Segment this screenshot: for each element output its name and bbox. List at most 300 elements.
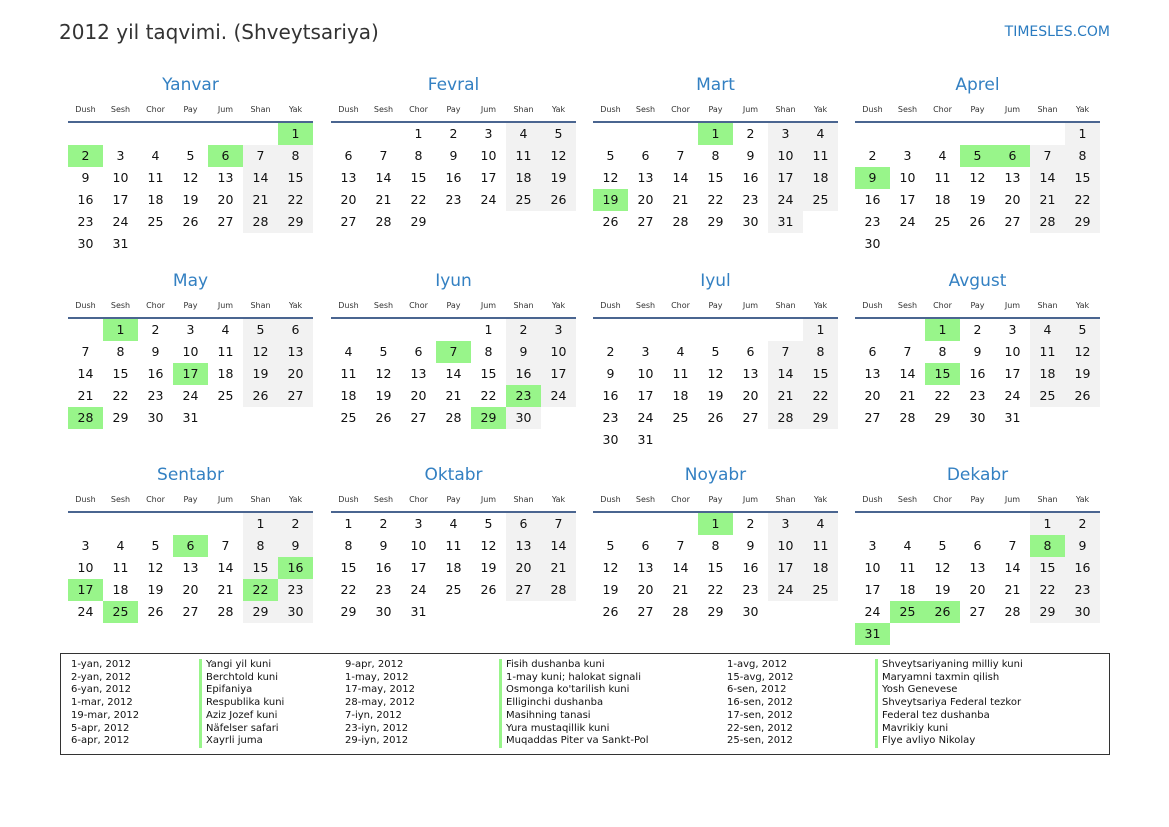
holiday-day-cell: 1 <box>103 319 138 341</box>
holiday-day-cell: 19 <box>593 189 628 211</box>
weekday-header <box>855 99 1100 123</box>
weekday-label: Shan <box>513 301 534 310</box>
weekday-label: Jum <box>480 105 497 114</box>
day-cell: 20 <box>742 388 759 403</box>
empty-cell <box>366 123 401 145</box>
day-cell: 31 <box>182 410 199 425</box>
holiday-day-cell: 23 <box>506 385 541 407</box>
day-cell: 7 <box>1008 538 1017 553</box>
day-cell: 20 <box>1004 192 1021 207</box>
weekday-label: Jum <box>480 495 497 504</box>
empty-cell <box>243 407 278 429</box>
day-cell: 13 <box>1004 170 1021 185</box>
day-cell: 14 <box>217 560 234 575</box>
weekday-label: Chor <box>409 495 428 504</box>
month-may <box>68 268 313 429</box>
month-aprel <box>855 72 1100 255</box>
month-dekabr <box>855 462 1100 645</box>
holiday-legend <box>60 653 1110 755</box>
weekday-header <box>331 489 576 513</box>
day-cell: 15 <box>480 366 497 381</box>
day-cell: 21 <box>1030 189 1065 211</box>
day-cell: 5 <box>711 344 720 359</box>
day-cell: 26 <box>707 410 724 425</box>
weekday-label: Dush <box>75 495 96 504</box>
day-cell: 5 <box>243 319 278 341</box>
holiday-day-cell: 22 <box>243 579 278 601</box>
holiday-name: Yosh Genevese <box>875 684 1023 697</box>
day-cell: 2 <box>868 148 877 163</box>
day-cell: 26 <box>375 410 392 425</box>
day-cell: 25 <box>803 579 838 601</box>
day-cell: 27 <box>864 410 881 425</box>
day-cell: 21 <box>375 192 392 207</box>
day-cell: 17 <box>541 363 576 385</box>
legend-names <box>499 659 649 748</box>
day-cell: 11 <box>112 560 129 575</box>
day-cell: 24 <box>77 604 94 619</box>
day-cell: 6 <box>868 344 877 359</box>
holiday-name: Näfelser safari <box>199 723 284 736</box>
day-cell: 14 <box>768 363 803 385</box>
day-cell: 2 <box>746 126 755 141</box>
day-cell: 12 <box>375 366 392 381</box>
day-cell: 15 <box>707 560 724 575</box>
day-cell: 15 <box>410 170 427 185</box>
holiday-name: Shveytsariya Federal tezkor <box>875 697 1023 710</box>
day-cell: 15 <box>707 170 724 185</box>
day-cell: 18 <box>899 582 916 597</box>
day-cell: 11 <box>506 145 541 167</box>
holiday-name: Xayrli juma <box>199 735 284 748</box>
weekday-label: Shan <box>513 105 534 114</box>
day-cell: 3 <box>414 516 423 531</box>
day-cell: 9 <box>81 170 90 185</box>
day-cell: 29 <box>410 214 427 229</box>
day-cell: 28 <box>1030 211 1065 233</box>
day-cell: 12 <box>602 170 619 185</box>
brand-link[interactable]: TIMESLES.COM <box>1004 24 1110 40</box>
day-cell: 9 <box>151 344 160 359</box>
empty-cell <box>593 123 628 145</box>
weekday-label: Yak <box>551 301 566 310</box>
weekday-label: Yak <box>813 105 828 114</box>
day-cell: 28 <box>768 407 803 429</box>
day-cell: 28 <box>899 410 916 425</box>
weekday-label: Pay <box>183 301 198 310</box>
holiday-date: 22-sen, 2012 <box>727 722 793 734</box>
day-cell: 14 <box>375 170 392 185</box>
day-cell: 20 <box>340 192 357 207</box>
empty-cell <box>401 319 436 341</box>
weekday-label: Jum <box>742 105 759 114</box>
day-cell: 28 <box>541 579 576 601</box>
empty-cell <box>541 211 576 233</box>
day-cell: 9 <box>973 344 982 359</box>
month-name: Aprel <box>955 75 1000 95</box>
day-cell: 13 <box>278 341 313 363</box>
weekday-label: Jum <box>1004 105 1021 114</box>
month-iyul <box>593 268 838 451</box>
day-cell: 8 <box>484 344 493 359</box>
empty-cell <box>995 233 1030 255</box>
day-cell: 15 <box>1065 167 1100 189</box>
day-cell: 6 <box>414 344 423 359</box>
weekday-label: Chor <box>146 105 165 114</box>
day-grid <box>68 513 313 623</box>
day-cell: 9 <box>606 366 615 381</box>
holiday-name: Flye avliyo Nikolay <box>875 735 1023 748</box>
day-cell: 8 <box>803 341 838 363</box>
day-cell: 8 <box>938 344 947 359</box>
holiday-day-cell: 17 <box>68 579 103 601</box>
day-cell: 17 <box>637 388 654 403</box>
weekday-label: Yak <box>1075 105 1090 114</box>
day-cell: 29 <box>707 604 724 619</box>
holiday-day-cell: 7 <box>436 341 471 363</box>
day-cell: 22 <box>1065 189 1100 211</box>
holiday-day-cell: 26 <box>925 601 960 623</box>
weekday-label: Dush <box>338 105 359 114</box>
weekday-label: Dush <box>338 495 359 504</box>
day-cell: 12 <box>243 341 278 363</box>
weekday-header <box>593 489 838 513</box>
day-cell: 27 <box>182 604 199 619</box>
weekday-label: Dush <box>600 495 621 504</box>
day-cell: 10 <box>182 344 199 359</box>
day-cell: 2 <box>973 322 982 337</box>
month-name: May <box>172 271 209 291</box>
day-cell: 3 <box>186 322 195 337</box>
day-cell: 29 <box>278 211 313 233</box>
weekday-label: Sesh <box>373 495 394 504</box>
day-cell: 27 <box>969 604 986 619</box>
day-cell: 26 <box>602 604 619 619</box>
day-cell: 17 <box>768 557 803 579</box>
empty-cell <box>663 123 698 145</box>
month-name: Oktabr <box>424 465 483 485</box>
holiday-name: Federal tez dushanba <box>875 710 1023 723</box>
day-cell: 20 <box>506 557 541 579</box>
weekday-label: Dush <box>862 301 883 310</box>
day-cell: 4 <box>903 538 912 553</box>
weekday-header <box>593 99 838 123</box>
weekday-label: Dush <box>338 301 359 310</box>
empty-cell <box>1030 233 1065 255</box>
day-cell: 16 <box>602 388 619 403</box>
weekday-label: Dush <box>75 105 96 114</box>
empty-cell <box>1065 407 1100 429</box>
day-cell: 5 <box>1065 319 1100 341</box>
day-cell: 29 <box>707 214 724 229</box>
day-cell: 26 <box>602 214 619 229</box>
empty-cell <box>663 513 698 535</box>
weekday-label: Yak <box>1075 301 1090 310</box>
day-cell: 3 <box>1008 322 1017 337</box>
weekday-label: Chor <box>146 495 165 504</box>
day-cell: 18 <box>934 192 951 207</box>
day-cell: 27 <box>637 214 654 229</box>
day-cell: 27 <box>340 214 357 229</box>
weekday-label: Sesh <box>897 105 918 114</box>
holiday-name: Epifaniya <box>199 684 284 697</box>
day-cell: 1 <box>344 516 353 531</box>
day-cell: 11 <box>934 170 951 185</box>
empty-cell <box>506 211 541 233</box>
day-cell: 25 <box>445 582 462 597</box>
day-cell: 15 <box>112 366 129 381</box>
weekday-label: Shan <box>1037 495 1058 504</box>
day-cell: 6 <box>344 148 353 163</box>
day-cell: 25 <box>1030 385 1065 407</box>
day-cell: 14 <box>445 366 462 381</box>
day-cell: 30 <box>147 410 164 425</box>
day-cell: 3 <box>868 538 877 553</box>
day-cell: 9 <box>506 341 541 363</box>
month-name: Iyun <box>435 271 472 291</box>
day-cell: 11 <box>445 538 462 553</box>
holiday-day-cell: 1 <box>925 319 960 341</box>
day-cell: 24 <box>1004 388 1021 403</box>
holiday-name: Respublika kuni <box>199 697 284 710</box>
day-cell: 29 <box>1065 211 1100 233</box>
day-cell: 9 <box>449 148 458 163</box>
day-cell: 25 <box>934 214 951 229</box>
day-cell: 19 <box>1065 363 1100 385</box>
day-cell: 4 <box>803 513 838 535</box>
weekday-label: Sesh <box>110 301 131 310</box>
day-cell: 23 <box>77 214 94 229</box>
day-grid <box>593 123 838 233</box>
day-cell: 24 <box>410 582 427 597</box>
day-cell: 29 <box>1030 601 1065 623</box>
empty-cell <box>768 601 803 623</box>
day-cell: 23 <box>602 410 619 425</box>
day-cell: 18 <box>147 192 164 207</box>
day-cell: 31 <box>637 432 654 447</box>
weekday-label: Shan <box>1037 301 1058 310</box>
holiday-day-cell: 8 <box>1030 535 1065 557</box>
weekday-label: Pay <box>708 495 723 504</box>
day-cell: 7 <box>541 513 576 535</box>
day-cell: 16 <box>506 363 541 385</box>
day-cell: 20 <box>864 388 881 403</box>
legend-names <box>875 659 1023 748</box>
day-grid <box>68 123 313 255</box>
day-cell: 21 <box>672 192 689 207</box>
day-cell: 8 <box>711 148 720 163</box>
day-cell: 18 <box>672 388 689 403</box>
holiday-day-cell: 29 <box>471 407 506 429</box>
day-cell: 24 <box>864 604 881 619</box>
day-cell: 2 <box>746 516 755 531</box>
empty-cell <box>698 319 733 341</box>
day-cell: 14 <box>672 560 689 575</box>
day-cell: 27 <box>637 604 654 619</box>
day-cell: 10 <box>864 560 881 575</box>
empty-cell <box>208 233 243 255</box>
day-cell: 31 <box>112 236 129 251</box>
day-cell: 20 <box>637 192 654 207</box>
empty-cell <box>541 407 576 429</box>
day-cell: 30 <box>506 407 541 429</box>
day-cell: 19 <box>969 192 986 207</box>
month-name: Avgust <box>948 271 1007 291</box>
day-cell: 19 <box>375 388 392 403</box>
empty-cell <box>243 233 278 255</box>
empty-cell <box>733 429 768 451</box>
holiday-day-cell: 1 <box>698 123 733 145</box>
day-cell: 6 <box>278 319 313 341</box>
empty-cell <box>1065 623 1100 645</box>
month-name: Iyul <box>700 271 731 291</box>
day-cell: 25 <box>340 410 357 425</box>
day-cell: 24 <box>768 579 803 601</box>
legend-dates <box>727 659 794 748</box>
empty-cell <box>960 513 995 535</box>
day-cell: 13 <box>506 535 541 557</box>
day-cell: 27 <box>410 410 427 425</box>
day-cell: 13 <box>410 366 427 381</box>
day-cell: 29 <box>934 410 951 425</box>
holiday-day-cell: 6 <box>995 145 1030 167</box>
day-cell: 21 <box>899 388 916 403</box>
empty-cell <box>436 211 471 233</box>
day-cell: 30 <box>742 214 759 229</box>
day-cell: 23 <box>278 579 313 601</box>
day-cell: 5 <box>541 123 576 145</box>
empty-cell <box>593 319 628 341</box>
empty-cell <box>436 601 471 623</box>
day-cell: 4 <box>344 344 353 359</box>
empty-cell <box>436 319 471 341</box>
weekday-label: Dush <box>862 105 883 114</box>
day-cell: 5 <box>606 538 615 553</box>
day-cell: 12 <box>602 560 619 575</box>
holiday-date: 16-sen, 2012 <box>727 697 793 709</box>
weekday-label: Sesh <box>897 301 918 310</box>
page-title: 2012 yil taqvimi. (Shveytsariya) <box>59 20 379 44</box>
day-cell: 27 <box>1004 214 1021 229</box>
empty-cell <box>628 513 663 535</box>
day-cell: 7 <box>81 344 90 359</box>
day-cell: 30 <box>864 236 881 251</box>
day-cell: 31 <box>768 211 803 233</box>
day-cell: 11 <box>672 366 689 381</box>
day-cell: 29 <box>803 407 838 429</box>
empty-cell <box>995 123 1030 145</box>
day-grid <box>855 123 1100 255</box>
day-cell: 26 <box>147 604 164 619</box>
day-cell: 24 <box>637 410 654 425</box>
weekday-label: Pay <box>970 495 985 504</box>
day-cell: 13 <box>969 560 986 575</box>
day-cell: 18 <box>803 167 838 189</box>
day-grid <box>331 513 576 623</box>
day-cell: 16 <box>742 170 759 185</box>
day-cell: 18 <box>803 557 838 579</box>
day-cell: 30 <box>1065 601 1100 623</box>
month-oktabr <box>331 462 576 623</box>
day-cell: 8 <box>711 538 720 553</box>
day-cell: 22 <box>803 385 838 407</box>
holiday-name: Aziz Jozef kuni <box>199 710 284 723</box>
day-cell: 7 <box>676 148 685 163</box>
weekday-label: Yak <box>813 301 828 310</box>
weekday-header <box>855 489 1100 513</box>
empty-cell <box>960 233 995 255</box>
day-cell: 9 <box>379 538 388 553</box>
weekday-header <box>593 295 838 319</box>
weekday-label: Sesh <box>373 105 394 114</box>
empty-cell <box>208 407 243 429</box>
day-cell: 24 <box>899 214 916 229</box>
day-cell: 21 <box>541 557 576 579</box>
weekday-label: Sesh <box>635 495 656 504</box>
day-cell: 20 <box>637 582 654 597</box>
weekday-label: Chor <box>671 105 690 114</box>
day-cell: 10 <box>768 535 803 557</box>
holiday-date: 1-mar, 2012 <box>71 697 133 709</box>
weekday-label: Chor <box>671 495 690 504</box>
day-cell: 27 <box>278 385 313 407</box>
holiday-name: Yura mustaqillik kuni <box>499 723 649 736</box>
month-iyun <box>331 268 576 429</box>
day-cell: 30 <box>602 432 619 447</box>
empty-cell <box>1030 623 1065 645</box>
weekday-label: Pay <box>446 301 461 310</box>
day-grid <box>331 319 576 429</box>
day-cell: 22 <box>934 388 951 403</box>
empty-cell <box>698 429 733 451</box>
holiday-name: Maryamni taxmin qilish <box>875 672 1023 685</box>
day-cell: 15 <box>278 167 313 189</box>
day-cell: 23 <box>445 192 462 207</box>
day-cell: 17 <box>1004 366 1021 381</box>
empty-cell <box>278 233 313 255</box>
holiday-name: Osmonga ko'tarilish kuni <box>499 684 649 697</box>
holiday-date: 19-mar, 2012 <box>71 709 140 721</box>
day-cell: 28 <box>375 214 392 229</box>
empty-cell <box>173 233 208 255</box>
month-fevral <box>331 72 576 233</box>
day-cell: 5 <box>606 148 615 163</box>
day-cell: 21 <box>1004 582 1021 597</box>
day-cell: 1 <box>1065 123 1100 145</box>
day-cell: 20 <box>182 582 199 597</box>
holiday-date: 6-sen, 2012 <box>727 684 787 696</box>
day-grid <box>331 123 576 233</box>
holiday-day-cell: 1 <box>278 123 313 145</box>
month-noyabr <box>593 462 838 623</box>
day-cell: 21 <box>217 582 234 597</box>
holiday-day-cell: 5 <box>960 145 995 167</box>
day-cell: 10 <box>1004 344 1021 359</box>
holiday-date: 25-sen, 2012 <box>727 735 793 747</box>
day-grid <box>593 319 838 451</box>
day-cell: 4 <box>676 344 685 359</box>
weekday-label: Shan <box>775 105 796 114</box>
day-cell: 13 <box>864 366 881 381</box>
holiday-day-cell: 28 <box>68 407 103 429</box>
empty-cell <box>68 513 103 535</box>
day-cell: 6 <box>641 148 650 163</box>
empty-cell <box>1030 123 1065 145</box>
day-cell: 5 <box>484 516 493 531</box>
holiday-day-cell: 9 <box>855 167 890 189</box>
empty-cell <box>768 429 803 451</box>
day-cell: 15 <box>803 363 838 385</box>
